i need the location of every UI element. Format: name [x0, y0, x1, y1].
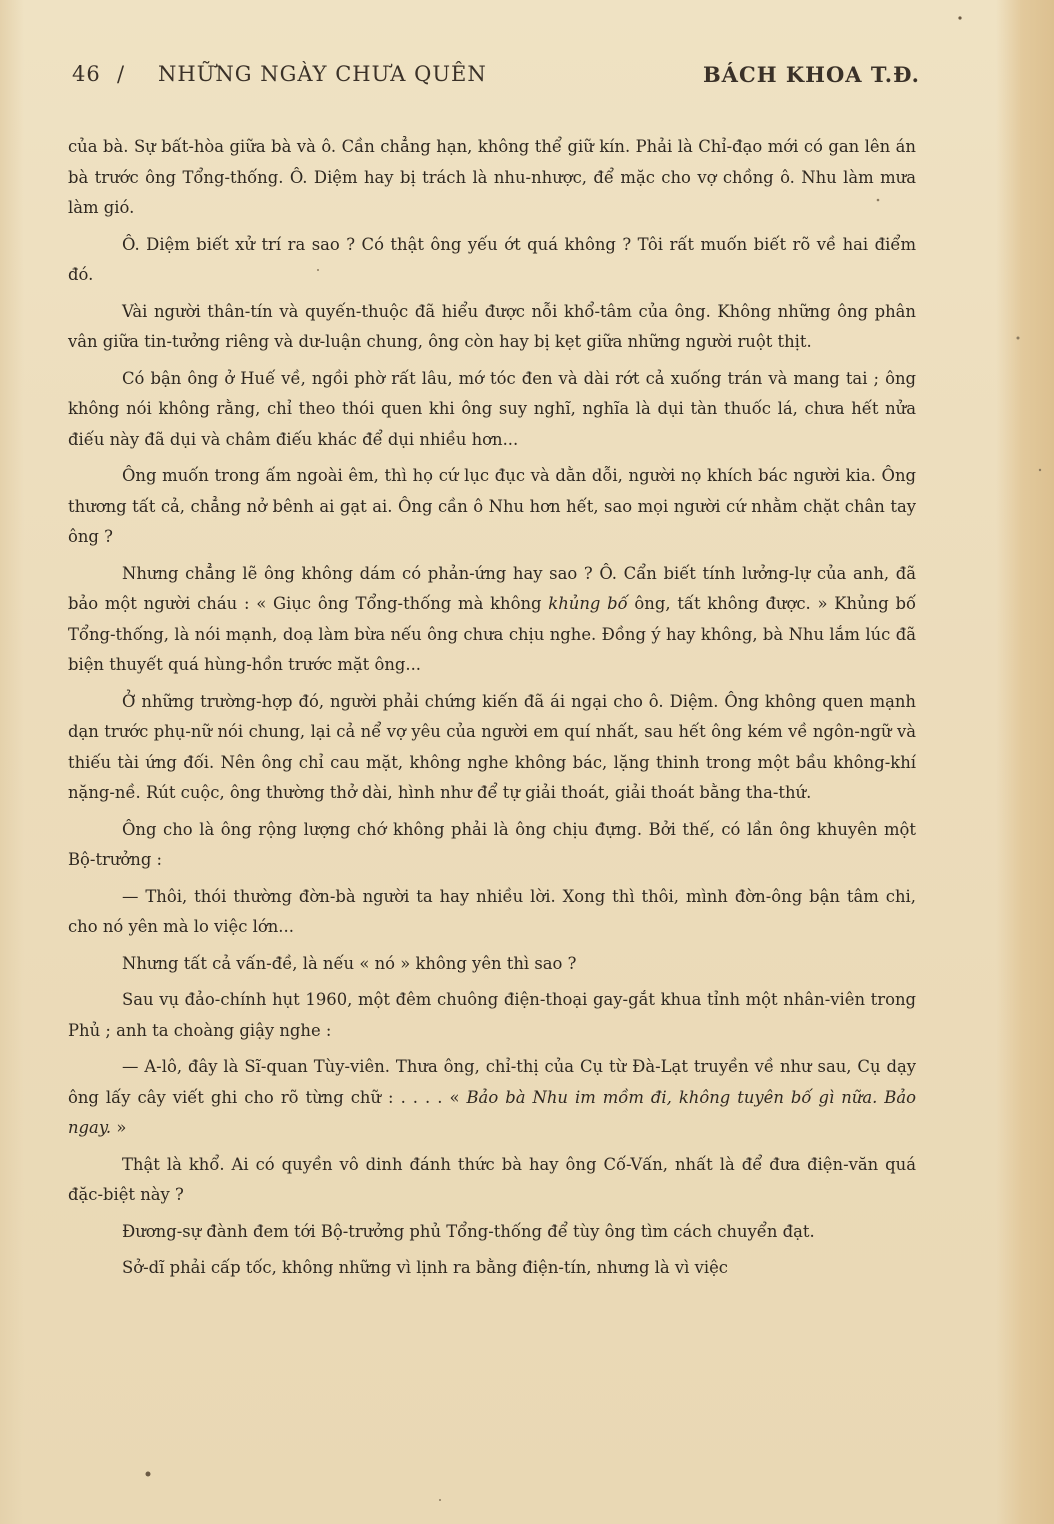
paragraph	[68, 1253, 916, 1284]
header-separator: /	[117, 62, 126, 86]
paragraph-text: Ông cho là ông rộng lượng chớ không phải là ông chịu đựng. Bởi thế, có lần ông khuyên một Bộ-trưởng :	[68, 819, 916, 869]
paragraph	[68, 461, 916, 553]
paragraph	[68, 1150, 916, 1211]
paragraph-text: Nhưng tất cả vấn-đề, là nếu « nó » không yên thì sao ?	[122, 953, 577, 973]
italic-quote: Bảo bà Nhu im mồm đi, không tuyên bố gì nữa. Bảo ngay.	[68, 1087, 916, 1137]
paragraph-text: Ở những trường-hợp đó, người phải chứng kiến đã ái ngại cho ô. Diệm. Ông không quen mạnh dạn trước phụ-nữ nói chung, lại cả nể vợ yêu của người em quí nhất, sau hết ông kém về ngôn-ngữ và thiếu tài ứng đối. Nên ông chỉ cau mặt, không nghe không bác, lặng thinh trong một bầu không-khí nặng-nề. Rút cuộc, ông thường thở dài, hình như để tự giải thoát, giải thoát bằng tha-thứ.	[68, 691, 916, 802]
paragraph	[68, 230, 916, 291]
paragraph	[68, 815, 916, 876]
page-number: 46	[72, 62, 101, 86]
article-body	[68, 132, 916, 1290]
paragraph	[68, 949, 916, 980]
running-title: NHỮNG NGÀY CHƯA QUÊN	[158, 62, 487, 86]
italic-phrase: khủng bố	[548, 594, 628, 613]
paragraph-text: Sau vụ đảo-chính hụt 1960, một đêm chuông điện-thoại gay-gắt khua tỉnh một nhân-viên trong Phủ ; anh ta choàng giậy nghe :	[68, 990, 916, 1040]
paragraph-text: Đương-sự đành đem tới Bộ-trưởng phủ Tổng-thống để tùy ông tìm cách chuyển đạt.	[122, 1221, 815, 1241]
paragraph	[68, 559, 916, 681]
paragraph	[68, 687, 916, 809]
paragraph-text: của bà. Sự bất-hòa giữa bà và ô. Cần chẳng hạn, không thể giữ kín. Phải là Chỉ-đạo mới có gan lên án bà trước ông Tổng-thống. Ô. Diệm hay bị trách là nhu-nhược, để mặc cho vợ chồng ô. Nhu làm mưa làm gió.	[68, 137, 916, 217]
paragraph-text: Sở-dĩ phải cấp tốc, không những vì lịnh ra bằng điện-tín, nhưng là vì việc	[122, 1258, 728, 1277]
paragraph	[68, 985, 916, 1046]
paragraph	[68, 882, 916, 943]
paragraph	[68, 132, 916, 224]
paragraph	[68, 1217, 916, 1248]
paragraph-text: Nhưng chẳng lẽ ông không dám có phản-ứng hay sao ? Ô. Cẩn biết tính lưởng-lự của anh, đã bảo một người cháu : « Giục ông Tổng-thống mà không	[68, 563, 916, 613]
running-header	[72, 62, 920, 96]
paragraph-text: ông, tất không được. » Khủng bố Tổng-thống, là nói mạnh, doạ làm bừa nếu ông chưa chịu nghe. Đồng ý hay không, bà Nhu lắm lúc đã biện thuyết quá hùng-hồn trước mặt ông...	[68, 594, 916, 674]
paragraph-text: — A-lô, đây là Sĩ-quan Tùy-viên. Thưa ông, chỉ-thị của Cụ từ Đà-Lạt truyền về như sau, Cụ dạy ông lấy cây viết ghi cho rõ từng chữ : . . . . «	[68, 1057, 916, 1107]
paragraph-text: Vài người thân-tín và quyến-thuộc đã hiểu được nỗi khổ-tâm của ông. Không những ông phân vân giữa tin-tưởng riêng và dư-luận chung, ông còn hay bị kẹt giữa những người ruột thịt.	[68, 301, 916, 351]
paragraph	[68, 364, 916, 456]
paragraph-text: »	[111, 1118, 127, 1137]
paragraph-text: Ông muốn trong ấm ngoài êm, thì họ cứ lục đục và dằn dỗi, người nọ khích bác người kia. Ông thương tất cả, chẳng nở bênh ai gạt ai. Ông cần ô Nhu hơn hết, sao mọi người cứ nhằm chặt chân tay ông ?	[68, 466, 916, 546]
paragraph-text: — Thôi, thói thường đờn-bà người ta hay nhiều lời. Xong thì thôi, mình đờn-ông bận tâm chi, cho nó yên mà lo việc lớn...	[68, 886, 916, 936]
paragraph-text: Thật là khổ. Ai có quyền vô dinh đánh thức bà hay ông Cố-Vấn, nhất là để đưa điện-văn quá đặc-biệt này ?	[68, 1154, 916, 1204]
paragraph	[68, 297, 916, 358]
paragraph-text: Ô. Diệm biết xử trí ra sao ? Có thật ông yếu ớt quá không ? Tôi rất muốn biết rõ về hai điểm đó.	[68, 234, 916, 284]
publication-name: BÁCH KHOA T.Đ.	[702, 62, 920, 87]
paragraph-text: Có bận ông ở Huế về, ngồi phờ rất lâu, mớ tóc đen và dài rớt cả xuống trán và mang tai ; ông không nói không rằng, chỉ theo thói quen khi ông suy nghĩ, nghĩa là dụi tàn thuốc lá, chưa hết nửa điếu này đã dụi và châm điếu khác để dụi nhiều hơn...	[68, 368, 916, 449]
paragraph	[68, 1052, 916, 1144]
